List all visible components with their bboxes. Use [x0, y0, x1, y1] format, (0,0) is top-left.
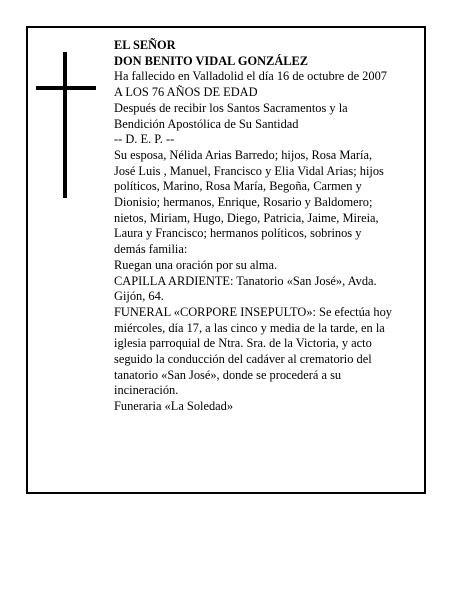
death-statement: Ha fallecido en Valladolid el día 16 de octubre de 2007 — [114, 69, 387, 84]
prayer-request: Ruegan una oración por su alma. — [114, 257, 278, 272]
family-line: nietos, Miriam, Hugo, Diego, Patricia, Jaime, Mireia, — [114, 210, 379, 225]
funeral-home: Funeraria «La Soledad» — [114, 399, 234, 414]
family-line: políticos, Marino, Rosa María, Begoña, Carmen y — [114, 179, 362, 194]
funeral-line: iglesia parroquial de Ntra. Sra. de la Victoria, y acto — [114, 336, 372, 351]
sacraments-line-2: Bendición Apostólica de Su Santidad — [114, 116, 299, 131]
title-line: EL SEÑOR — [114, 38, 176, 52]
family-line: Su esposa, Nélida Arias Barredo; hijos, Rosa María, — [114, 147, 373, 162]
sacraments-line-1: Después de recibir los Santos Sacramentos y la — [114, 100, 348, 115]
age-statement: A LOS 76 AÑOS DE EDAD — [114, 85, 258, 100]
chapel-line-2: Gijón, 64. — [114, 289, 164, 304]
family-line: Laura y Francisco; hermanos políticos, sobrinos y — [114, 226, 362, 241]
funeral-line: FUNERAL «CORPORE INSEPULTO»: Se efectúa hoy — [114, 304, 392, 319]
cross-horizontal-bar — [36, 86, 96, 90]
family-line: demás familia: — [114, 242, 188, 257]
rip-line: -- D. E. P. -- — [114, 132, 175, 147]
funeral-line: incineración. — [114, 383, 179, 398]
chapel-line-1: CAPILLA ARDIENTE: Tanatorio «San José», Avda. — [114, 273, 377, 288]
cross-vertical-bar — [63, 52, 67, 198]
funeral-line: seguido la conducción del cadáver al crematorio del — [114, 352, 372, 367]
deceased-name: DON BENITO VIDAL GONZÁLEZ — [114, 53, 309, 68]
obituary-text — [114, 38, 426, 415]
family-line: Dionisio; hermanos, Enrique, Rosario y Baldomero; — [114, 195, 373, 210]
cross-icon — [36, 52, 100, 198]
funeral-line: tanatorio «San José», donde se procederá a su — [114, 367, 342, 382]
funeral-line: miércoles, día 17, a las cinco y media de la tarde, en la — [114, 320, 385, 335]
family-line: José Luis , Manuel, Francisco y Elia Vidal Arias; hijos — [114, 163, 384, 178]
